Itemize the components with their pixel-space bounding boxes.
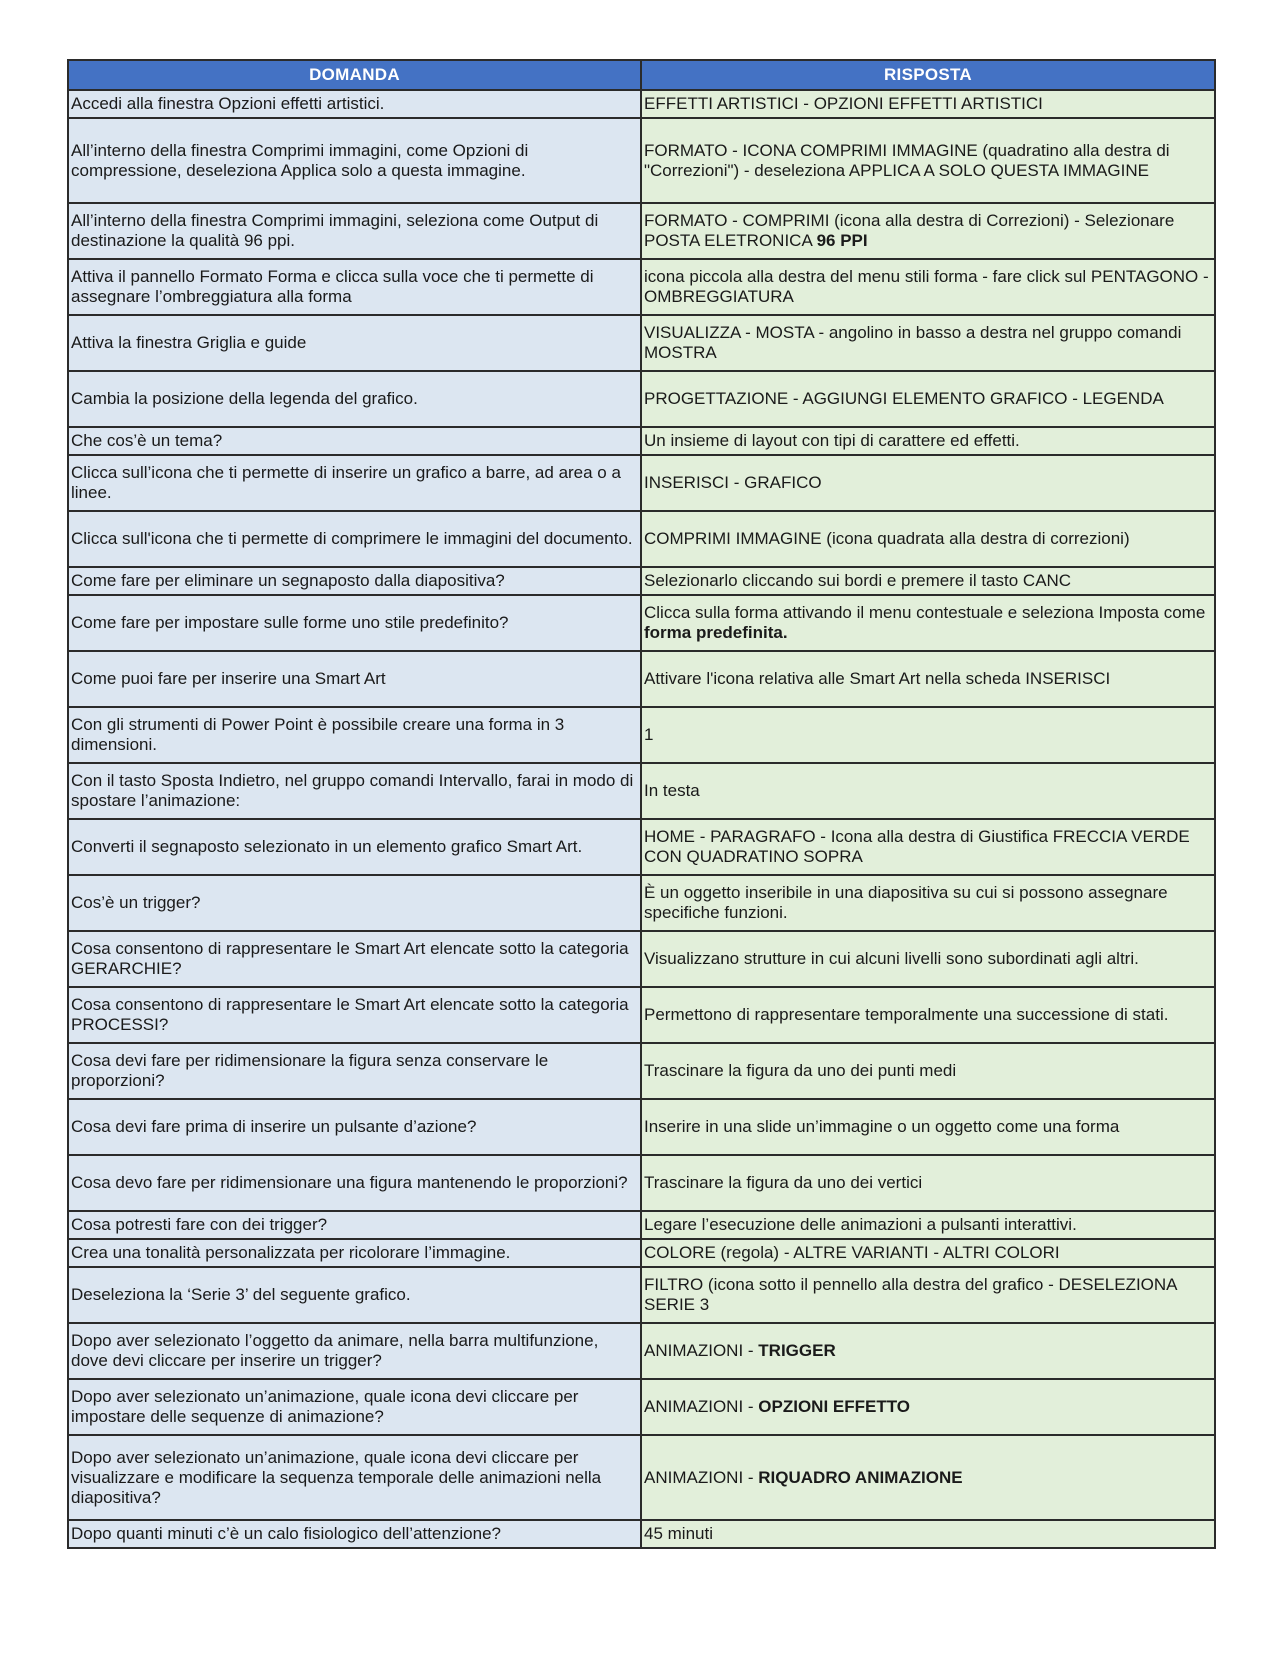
question-cell: All’interno della finestra Comprimi immagini, seleziona come Output di destinazione la qualità 96 ppi.	[68, 203, 641, 259]
answer-text: Trascinare la figura da uno dei vertici	[644, 1173, 923, 1192]
answer-cell	[641, 1211, 1215, 1239]
table-row	[68, 259, 1215, 315]
answer-text: Visualizzano strutture in cui alcuni livelli sono subordinati agli altri.	[644, 949, 1139, 968]
question-cell: Deseleziona la ‘Serie 3’ del seguente grafico.	[68, 1267, 641, 1323]
table-row	[68, 567, 1215, 595]
table-row	[68, 763, 1215, 819]
qa-sheet	[67, 59, 1214, 1549]
question-cell: Dopo quanti minuti c’è un calo fisiologico dell’attenzione?	[68, 1520, 641, 1548]
answer-text: PROGETTAZIONE - AGGIUNGI ELEMENTO GRAFICO - LEGENDA	[644, 389, 1164, 408]
answer-text: FORMATO - COMPRIMI (icona alla destra di Correzioni) - Selezionare POSTA ELETRONICA	[644, 211, 1175, 250]
answer-cell	[641, 763, 1215, 819]
answer-cell	[641, 1379, 1215, 1435]
table-row	[68, 371, 1215, 427]
table-row	[68, 203, 1215, 259]
answer-cell	[641, 875, 1215, 931]
table-row	[68, 1435, 1215, 1520]
answer-cell	[641, 1043, 1215, 1099]
question-cell: Converti il segnaposto selezionato in un elemento grafico Smart Art.	[68, 819, 641, 875]
table-row	[68, 1520, 1215, 1548]
table-row	[68, 1043, 1215, 1099]
question-cell: Dopo aver selezionato l’oggetto da animare, nella barra multifunzione, dove devi cliccare per inserire un trigger?	[68, 1323, 641, 1379]
question-cell: Come puoi fare per inserire una Smart Art	[68, 651, 641, 707]
table-row	[68, 819, 1215, 875]
header-row	[68, 60, 1215, 90]
table-row	[68, 987, 1215, 1043]
table-row	[68, 455, 1215, 511]
answer-text: Attivare l'icona relativa alle Smart Art nella scheda INSERISCI	[644, 669, 1111, 688]
answer-text: Trascinare la figura da uno dei punti medi	[644, 1061, 957, 1080]
question-cell: Dopo aver selezionato un’animazione, quale icona devi cliccare per visualizzare e modificare la sequenza temporale delle animazioni nella diapositiva?	[68, 1435, 641, 1520]
answer-cell	[641, 1323, 1215, 1379]
question-cell: Cos’è un trigger?	[68, 875, 641, 931]
question-cell: Come fare per eliminare un segnaposto dalla diapositiva?	[68, 567, 641, 595]
answer-text: 1	[644, 725, 654, 744]
answer-cell	[641, 1520, 1215, 1548]
answer-text: ANIMAZIONI -	[644, 1397, 759, 1416]
question-cell: Crea una tonalità personalizzata per ricolorare l’immagine.	[68, 1239, 641, 1267]
answer-cell	[641, 1267, 1215, 1323]
question-cell: Con il tasto Sposta Indietro, nel gruppo comandi Intervallo, farai in modo di spostare l’animazione:	[68, 763, 641, 819]
answer-text: INSERISCI - GRAFICO	[644, 473, 822, 492]
answer-cell	[641, 427, 1215, 455]
answer-text: Permettono di rappresentare temporalmente una successione di stati.	[644, 1005, 1169, 1024]
table-row	[68, 427, 1215, 455]
table-row	[68, 1099, 1215, 1155]
answer-cell	[641, 315, 1215, 371]
answer-cell	[641, 118, 1215, 203]
answer-cell	[641, 1239, 1215, 1267]
answer-cell	[641, 987, 1215, 1043]
answer-cell	[641, 1099, 1215, 1155]
answer-text: Un insieme di layout con tipi di carattere ed effetti.	[644, 431, 1020, 450]
answer-text: icona piccola alla destra del menu stili forma - fare click sul PENTAGONO - OMBREGGIATURA	[644, 267, 1209, 306]
answer-cell	[641, 707, 1215, 763]
answer-text: Legare l’esecuzione delle animazioni a pulsanti interattivi.	[644, 1215, 1077, 1234]
table-row	[68, 1323, 1215, 1379]
question-cell: Cosa consentono di rappresentare le Smart Art elencate sotto la categoria GERARCHIE?	[68, 931, 641, 987]
table-row	[68, 1155, 1215, 1211]
answer-text: È un oggetto inseribile in una diapositiva su cui si possono assegnare specifiche funzioni.	[644, 883, 1168, 922]
question-cell: Cosa devo fare per ridimensionare una figura mantenendo le proporzioni?	[68, 1155, 641, 1211]
header-risposta: RISPOSTA	[641, 60, 1215, 90]
answer-cell	[641, 511, 1215, 567]
table-row	[68, 511, 1215, 567]
answer-text: HOME - PARAGRAFO - Icona alla destra di Giustifica FRECCIA VERDE CON QUADRATINO SOPRA	[644, 827, 1190, 866]
table-row	[68, 315, 1215, 371]
answer-text: VISUALIZZA - MOSTA - angolino in basso a destra nel gruppo comandi MOSTRA	[644, 323, 1182, 362]
question-cell: Come fare per impostare sulle forme uno stile predefinito?	[68, 595, 641, 651]
table-row	[68, 707, 1215, 763]
table-row	[68, 1239, 1215, 1267]
question-cell: Attiva il pannello Formato Forma e clicca sulla voce che ti permette di assegnare l’ombreggiatura alla forma	[68, 259, 641, 315]
header-domanda: DOMANDA	[68, 60, 641, 90]
answer-cell	[641, 595, 1215, 651]
answer-bold-text: 96 PPI	[816, 231, 868, 250]
answer-cell	[641, 567, 1215, 595]
answer-cell	[641, 455, 1215, 511]
answer-bold-text: TRIGGER	[758, 1341, 836, 1360]
question-cell: Dopo aver selezionato un’animazione, quale icona devi cliccare per impostare delle sequenze di animazione?	[68, 1379, 641, 1435]
table-row	[68, 118, 1215, 203]
answer-text: Inserire in una slide un’immagine o un oggetto come una forma	[644, 1117, 1120, 1136]
answer-cell	[641, 371, 1215, 427]
question-cell: Che cos’è un tema?	[68, 427, 641, 455]
table-row	[68, 90, 1215, 118]
answer-text: Selezionarlo cliccando sui bordi e premere il tasto CANC	[644, 571, 1072, 590]
answer-text: COLORE (regola) - ALTRE VARIANTI - ALTRI COLORI	[644, 1243, 1060, 1262]
question-cell: Clicca sull’icona che ti permette di inserire un grafico a barre, ad area o a linee.	[68, 455, 641, 511]
answer-cell	[641, 259, 1215, 315]
answer-text: ANIMAZIONI -	[644, 1467, 759, 1487]
question-cell: Con gli strumenti di Power Point è possibile creare una forma in 3 dimensioni.	[68, 707, 641, 763]
answer-bold-text: forma predefinita.	[644, 623, 788, 642]
answer-cell	[641, 90, 1215, 118]
question-cell: Accedi alla finestra Opzioni effetti artistici.	[68, 90, 641, 118]
answer-cell	[641, 203, 1215, 259]
question-cell: Cambia la posizione della legenda del grafico.	[68, 371, 641, 427]
answer-text: COMPRIMI IMMAGINE (icona quadrata alla destra di correzioni)	[644, 529, 1130, 548]
table-row	[68, 651, 1215, 707]
answer-bold-text: OPZIONI EFFETTO	[758, 1397, 911, 1416]
answer-cell	[641, 651, 1215, 707]
table-row	[68, 931, 1215, 987]
answer-text: 45 minuti	[644, 1524, 713, 1543]
answer-cell	[641, 819, 1215, 875]
table-row	[68, 1379, 1215, 1435]
answer-cell	[641, 1155, 1215, 1211]
question-cell: Attiva la finestra Griglia e guide	[68, 315, 641, 371]
answer-text: In testa	[644, 781, 700, 800]
answer-cell	[641, 931, 1215, 987]
qa-table	[67, 59, 1216, 1549]
table-row	[68, 875, 1215, 931]
answer-bold-text: RIQUADRO ANIMAZIONE	[758, 1467, 963, 1487]
table-row	[68, 595, 1215, 651]
table-row	[68, 1211, 1215, 1239]
question-cell: All’interno della finestra Comprimi immagini, come Opzioni di compressione, deseleziona Applica solo a questa immagine.	[68, 118, 641, 203]
answer-text: EFFETTI ARTISTICI - OPZIONI EFFETTI ARTISTICI	[644, 94, 1043, 113]
answer-cell	[641, 1435, 1215, 1520]
answer-text: FORMATO - ICONA COMPRIMI IMMAGINE (quadratino alla destra di "Correzioni") - deseleziona APPLICA A SOLO QUESTA IMMAGINE	[644, 140, 1170, 180]
question-cell: Cosa potresti fare con dei trigger?	[68, 1211, 641, 1239]
question-cell: Clicca sull'icona che ti permette di comprimere le immagini del documento.	[68, 511, 641, 567]
question-cell: Cosa devi fare per ridimensionare la figura senza conservare le proporzioni?	[68, 1043, 641, 1099]
table-row	[68, 1267, 1215, 1323]
question-cell: Cosa consentono di rappresentare le Smart Art elencate sotto la categoria PROCESSI?	[68, 987, 641, 1043]
question-cell: Cosa devi fare prima di inserire un pulsante d’azione?	[68, 1099, 641, 1155]
answer-text: FILTRO (icona sotto il pennello alla destra del grafico - DESELEZIONA SERIE 3	[644, 1275, 1177, 1314]
answer-text: ANIMAZIONI -	[644, 1341, 759, 1360]
answer-text: Clicca sulla forma attivando il menu contestuale e seleziona Imposta come	[644, 603, 1206, 622]
